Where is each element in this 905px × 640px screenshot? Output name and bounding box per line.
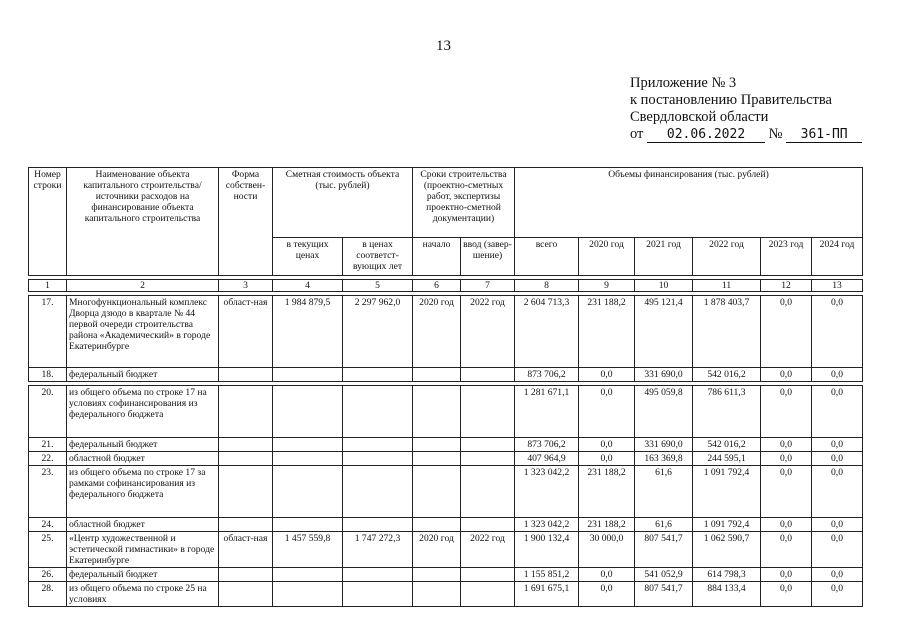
amount-2024: 0,0 [812,438,863,452]
cost-current: 1 984 879,5 [273,296,343,368]
start-year: 2020 год [413,532,461,568]
end-year [461,386,515,438]
total-amount: 1 323 042,2 [515,466,579,518]
header-construction-terms: Сроки строительства (проектно-сметных работ, экспертизы проектно-сметной документации) [413,168,515,238]
header-cost-current: в текущих ценах [273,238,343,276]
col-num: 12 [761,280,812,292]
row-number: 23. [29,466,67,518]
total-amount: 873 706,2 [515,368,579,382]
amount-2023: 0,0 [761,532,812,568]
cost-current [273,568,343,582]
header-2022: 2022 год [693,238,761,276]
start-year [413,568,461,582]
total-amount: 1 323 042,2 [515,518,579,532]
col-num: 9 [579,280,635,292]
row-number: 22. [29,452,67,466]
col-num: 8 [515,280,579,292]
table-body [29,296,863,607]
amount-2022: 614 798,3 [693,568,761,582]
ownership-form: област-ная [219,296,273,368]
row-number: 18. [29,368,67,382]
appendix-line2: к постановлению Правительства [630,92,832,108]
amount-2020: 0,0 [579,386,635,438]
table-row [29,568,863,582]
amount-2023: 0,0 [761,452,812,466]
amount-2022: 1 091 792,4 [693,518,761,532]
amount-2024: 0,0 [812,386,863,438]
appendix-header [630,75,862,143]
amount-2021: 541 052,9 [635,568,693,582]
date-prefix: от [630,126,644,142]
col-num: 5 [343,280,413,292]
cost-adjusted [343,368,413,382]
amount-2024: 0,0 [812,296,863,368]
row-number: 25. [29,532,67,568]
amount-2024: 0,0 [812,532,863,568]
header-cost-adjusted: в ценах соответст-вующих лет [343,238,413,276]
amount-2024: 0,0 [812,452,863,466]
col-num: 7 [461,280,515,292]
start-year [413,466,461,518]
row-number: 20. [29,386,67,438]
table-row [29,368,863,382]
row-number: 24. [29,518,67,532]
amount-2023: 0,0 [761,466,812,518]
amount-2023: 0,0 [761,386,812,438]
cost-current [273,438,343,452]
amount-2022: 244 595,1 [693,452,761,466]
end-year [461,452,515,466]
column-number-row [29,280,863,292]
col-num: 13 [812,280,863,292]
amount-2022: 1 062 590,7 [693,532,761,568]
amount-2023: 0,0 [761,438,812,452]
cost-current [273,368,343,382]
amount-2024: 0,0 [812,582,863,607]
table-row [29,466,863,518]
col-num: 2 [67,280,219,292]
amount-2021: 807 541,7 [635,582,693,607]
end-year: 2022 год [461,532,515,568]
amount-2021: 331 690,0 [635,438,693,452]
object-name: областной бюджет [67,518,219,532]
amount-2020: 231 188,2 [579,466,635,518]
amount-2022: 1 091 792,4 [693,466,761,518]
object-name: из общего объема по строке 25 на условиях [67,582,219,607]
header-2024: 2024 год [812,238,863,276]
object-name: из общего объема по строке 17 за рамками софинансирования из федерального бюджета [67,466,219,518]
col-num: 4 [273,280,343,292]
table-row [29,518,863,532]
cost-current [273,452,343,466]
total-amount: 1 155 851,2 [515,568,579,582]
header-total: всего [515,238,579,276]
cost-adjusted [343,386,413,438]
amount-2022: 1 878 403,7 [693,296,761,368]
object-name: «Центр художественной и эстетической гимнастики» в городе Екатеринбурге [67,532,219,568]
cost-adjusted [343,438,413,452]
amount-2020: 0,0 [579,368,635,382]
amount-2022: 884 133,4 [693,582,761,607]
table-row [29,532,863,568]
col-num: 6 [413,280,461,292]
cost-adjusted [343,452,413,466]
table-row [29,582,863,607]
row-number: 28. [29,582,67,607]
appendix-date-line [630,126,862,143]
start-year [413,386,461,438]
ownership-form [219,582,273,607]
amount-2024: 0,0 [812,518,863,532]
decree-date: 02.06.2022 [647,127,765,143]
cost-current: 1 457 559,8 [273,532,343,568]
ownership-form: област-ная [219,532,273,568]
amount-2023: 0,0 [761,296,812,368]
end-year [461,582,515,607]
cost-current [273,386,343,438]
amount-2024: 0,0 [812,568,863,582]
header-2023: 2023 год [761,238,812,276]
object-name: Многофункциональный комплекс Дворца дзюдо в квартале № 44 первой очереди строительства района «Академический» в городе Екатеринбурге [67,296,219,368]
total-amount: 1 691 675,1 [515,582,579,607]
ownership-form [219,568,273,582]
object-name: федеральный бюджет [67,568,219,582]
ownership-form [219,518,273,532]
amount-2021: 163 369,8 [635,452,693,466]
total-amount: 2 604 713,3 [515,296,579,368]
col-num: 10 [635,280,693,292]
start-year [413,518,461,532]
total-amount: 1 900 132,4 [515,532,579,568]
header-start: начало [413,238,461,276]
decree-number: 361-ПП [786,127,862,143]
start-year [413,452,461,466]
amount-2021: 331 690,0 [635,368,693,382]
table-row [29,296,863,368]
header-object-name: Наименование объекта капитального строительства/ источники расходов на финансирование объекта капитального строительства [67,168,219,276]
header-finish: ввод (завер-шение) [461,238,515,276]
amount-2020: 231 188,2 [579,296,635,368]
object-name: из общего объема по строке 17 на условиях софинансирования из федерального бюджета [67,386,219,438]
end-year [461,438,515,452]
amount-2022: 786 611,3 [693,386,761,438]
amount-2020: 0,0 [579,452,635,466]
total-amount: 873 706,2 [515,438,579,452]
amount-2021: 61,6 [635,518,693,532]
page-number: 13 [436,38,451,54]
cost-adjusted: 2 297 962,0 [343,296,413,368]
start-year [413,582,461,607]
cost-adjusted: 1 747 272,3 [343,532,413,568]
total-amount: 1 281 671,1 [515,386,579,438]
amount-2020: 0,0 [579,568,635,582]
ownership-form [219,438,273,452]
header-row-number: Номер строки [29,168,67,276]
cost-adjusted [343,582,413,607]
ownership-form [219,368,273,382]
col-num: 1 [29,280,67,292]
amount-2023: 0,0 [761,368,812,382]
header-2021: 2021 год [635,238,693,276]
start-year [413,438,461,452]
header-estimated-cost: Сметная стоимость объекта (тыс. рублей) [273,168,413,238]
ownership-form [219,386,273,438]
col-num: 11 [693,280,761,292]
start-year [413,368,461,382]
cost-adjusted [343,518,413,532]
row-number: 17. [29,296,67,368]
header-2020: 2020 год [579,238,635,276]
ownership-form [219,452,273,466]
table-row [29,438,863,452]
cost-current [273,466,343,518]
end-year [461,518,515,532]
number-prefix: № [768,126,783,142]
start-year: 2020 год [413,296,461,368]
amount-2023: 0,0 [761,518,812,532]
cost-adjusted [343,466,413,518]
row-number: 26. [29,568,67,582]
appendix-title: Приложение № 3 [630,75,737,91]
end-year: 2022 год [461,296,515,368]
table-row [29,386,863,438]
amount-2021: 61,6 [635,466,693,518]
amount-2023: 0,0 [761,582,812,607]
total-amount: 407 964,9 [515,452,579,466]
amount-2022: 542 016,2 [693,368,761,382]
amount-2020: 0,0 [579,582,635,607]
object-name: федеральный бюджет [67,368,219,382]
end-year [461,568,515,582]
ownership-form [219,466,273,518]
end-year [461,466,515,518]
amount-2021: 807 541,7 [635,532,693,568]
amount-2020: 231 188,2 [579,518,635,532]
col-num: 3 [219,280,273,292]
header-ownership-form: Форма собствен-ности [219,168,273,276]
amount-2024: 0,0 [812,466,863,518]
cost-current [273,582,343,607]
cost-adjusted [343,568,413,582]
end-year [461,368,515,382]
appendix-line3: Свердловской области [630,109,769,125]
amount-2020: 30 000,0 [579,532,635,568]
row-number: 21. [29,438,67,452]
header-financing-volumes: Объемы финансирования (тыс. рублей) [515,168,863,238]
amount-2020: 0,0 [579,438,635,452]
object-name: областной бюджет [67,452,219,466]
table-row [29,452,863,466]
amount-2024: 0,0 [812,368,863,382]
amount-2021: 495 059,8 [635,386,693,438]
object-name: федеральный бюджет [67,438,219,452]
cost-current [273,518,343,532]
amount-2022: 542 016,2 [693,438,761,452]
financing-table [28,167,863,607]
amount-2023: 0,0 [761,568,812,582]
amount-2021: 495 121,4 [635,296,693,368]
